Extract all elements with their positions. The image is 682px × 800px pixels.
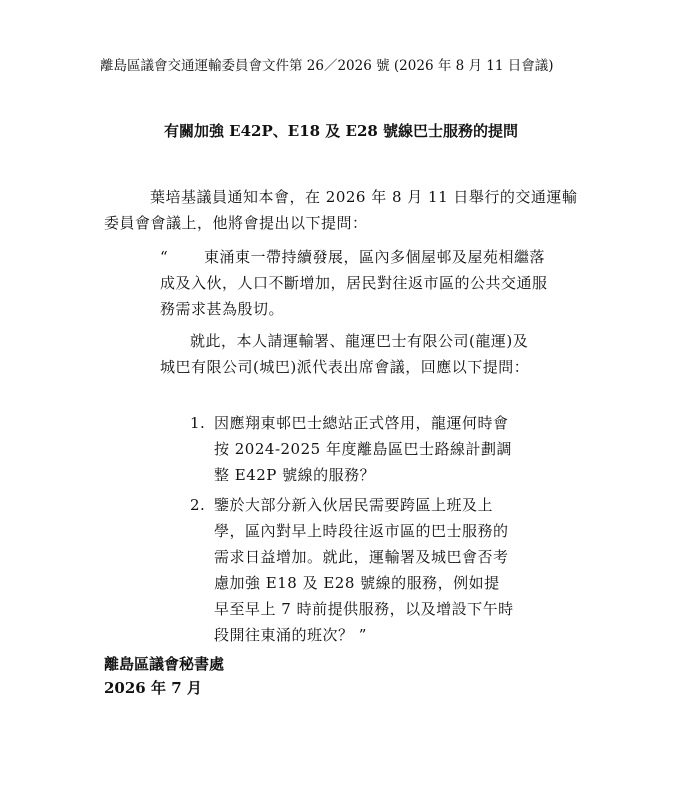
quote-paragraph-2-text: 就此，本人請運輸署、龍運巴士有限公司(龍運)及城巴有限公司(城巴)派代表出席會議，回應以下提問：: [160, 332, 530, 376]
quote-paragraph-1-text: 東涌東一帶持續發展，區內多個屋邨及屋苑相繼落成及入伙，人口不斷增加，居民對往返市區的公共交通服務需求甚為殷切。: [160, 248, 548, 318]
question-text: 鑒於大部分新入伙居民需要跨區上班及上學，區內對早上時段往返市區的巴士服務的需求日益增加。就此，運輸署及城巴會否考慮加強 E18 及 E28 號線的服務，例如提早至早上 7 時前提供服務，以及增設下午時段開往東涌的班次？ ”: [214, 496, 514, 644]
question-text: 因應翔東邨巴士總站正式啓用，龍運何時會按 2024-2025 年度離島區巴士路線計劃調整 E42P 號線的服務？: [214, 414, 512, 484]
secretariat-name: 離島區議會秘書處: [104, 655, 225, 673]
document-title: 有關加強 E42P、E18 及 E28 號線巴士服務的提問: [163, 122, 519, 140]
document-reference: 離島區議會交通運輸委員會文件第 26／2026 號 (2026 年 8 月 11 日會議): [100, 58, 554, 74]
quote-paragraph-1: [160, 244, 550, 322]
intro-text: 葉培基議員通知本會，在 2026 年 8 月 11 日舉行的交通運輸委員會會議上，他將會提出以下提問：: [104, 188, 578, 232]
document-date: 2026 年 7 月: [104, 679, 202, 697]
question-number: 1.: [190, 414, 206, 432]
quote-paragraph-2: [160, 328, 540, 380]
intro-paragraph: [104, 184, 584, 236]
signature-block: [104, 652, 224, 700]
opening-quote-mark: “: [160, 248, 169, 266]
question-number: 2.: [190, 496, 206, 514]
